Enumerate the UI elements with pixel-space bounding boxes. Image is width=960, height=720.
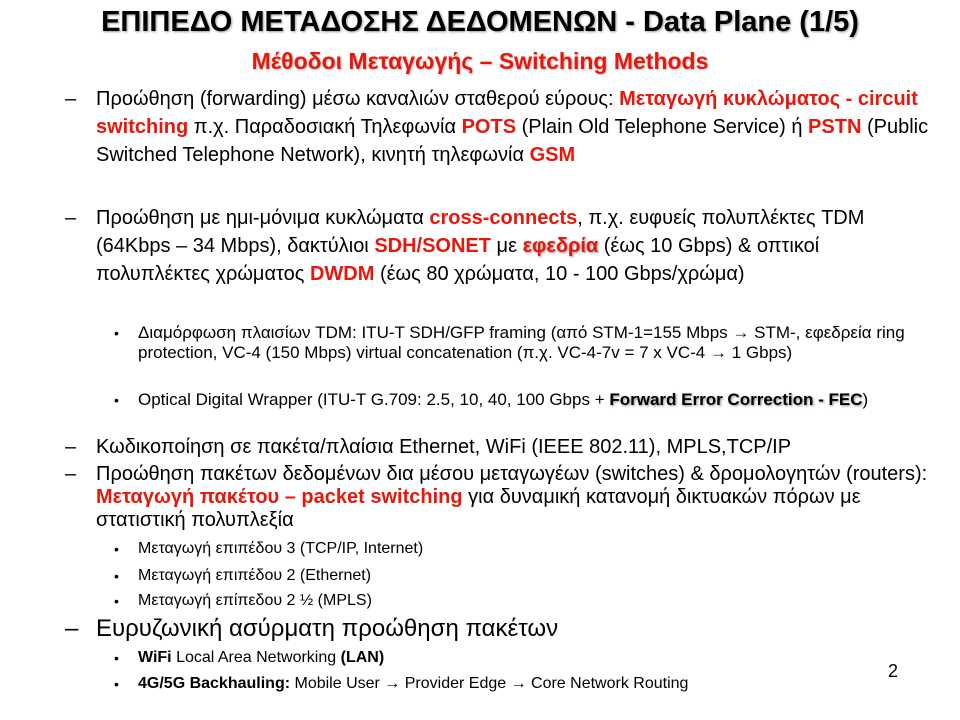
sub-bullet-backhauling: [114, 673, 938, 695]
sub-bullet-text: Optical Digital Wrapper (ITU-T G.709: 2.5, 10, 40, 100 Gbps +: [138, 390, 610, 409]
bullet-text: (Plain Old Telephone Service) ή: [516, 116, 809, 138]
bullet-text: Προώθηση (forwarding) μέσω καναλιών σταθερού εύρους:: [96, 88, 620, 110]
dash-marker: –: [65, 615, 79, 642]
sub-bullet-text: Mobile User: [290, 675, 385, 692]
slide-subtitle: Μέθοδοι Μεταγωγής – Switching Methods: [251, 48, 709, 74]
bullet-text: Ευρυζωνική ασύρματη προώθηση πακέτων: [96, 615, 559, 642]
bullet-encoding: [65, 436, 938, 459]
bullet-text: (έως 10 Gbps) & οπτικοί πολυπλέκτες χρώματος: [96, 235, 820, 285]
arrow-icon: →: [384, 675, 401, 692]
bullet-circuit-switching: [65, 85, 938, 169]
sub-bullet-text: Μεταγωγή επιπέδου 3 (TCP/IP, Internet): [138, 540, 424, 557]
bullet-text: (Public Switched Telephone Network), κινητή τηλεφωνία: [96, 116, 929, 166]
sub-bullet-layer3: [114, 538, 938, 560]
highlight-fec: Forward Error Correction - FEC: [609, 390, 863, 409]
highlight-protection: εφεδρία: [522, 235, 599, 257]
arrow-icon: →: [510, 675, 527, 692]
dash-marker: –: [65, 436, 77, 458]
sub-bullet-text: STM-, εφεδρεία ring protection, VC-4 (150 Mbps) virtual concatenation (π.χ. VC-4-7v = 7 x VC-4: [138, 323, 905, 362]
sub-bullet-tdm-framing: [114, 323, 938, 363]
sub-bullet-wifi: [114, 647, 938, 669]
sub-bullet-text: ): [862, 390, 869, 409]
page-number: 2: [888, 661, 899, 681]
dash-marker: –: [65, 463, 77, 485]
sub-bullet-text: Μεταγωγή επιπέδου 2 (Ethernet): [138, 567, 372, 584]
highlight-circuit-switching: Μεταγωγή κυκλώματος - circuit switching: [96, 88, 918, 138]
bullet-cross-connects: [65, 204, 938, 288]
arrow-icon: →: [732, 323, 750, 342]
sub-bullet-text: 1 Gbps): [726, 343, 793, 362]
dot-marker: •: [114, 593, 119, 609]
sub-bullet-text: Διαμόρφωση πλαισίων TDM: ITU-T SDH/GFP framing (από STM-1=155 Mbps: [138, 323, 733, 342]
bullet-text: Προώθηση πακέτων δεδομένων δια μέσου μεταγωγέων (switches) & δρομολογητών (routers):: [96, 463, 928, 485]
dot-marker: •: [114, 676, 119, 692]
sub-bullet-optical-wrapper: [114, 390, 938, 410]
bullet-text: για δυναμική κατανομή δικτυακών πόρων με στατιστική πολυπλεξία: [96, 486, 861, 531]
highlight-packet-switching: Μεταγωγή πακέτου – packet switching: [96, 486, 463, 508]
sub-bullet-text: Provider Edge: [400, 675, 511, 692]
sub-bullet-layer2-5: [114, 590, 938, 612]
highlight-pots: POTS: [461, 116, 517, 138]
dot-marker: •: [114, 325, 119, 341]
dash-marker: –: [65, 88, 77, 110]
label-lan: (LAN): [340, 649, 385, 666]
slide-title: ΕΠΙΠΕΔΟ ΜΕΤΑΔΟΣΗΣ ΔΕΔΟΜΕΝΩΝ - Data Plane (1/5): [101, 6, 859, 38]
bullet-wireless: [65, 614, 938, 644]
dot-marker: •: [114, 568, 119, 584]
bullet-text: Κωδικοποίηση σε πακέτα/πλαίσια Ethernet, WiFi (IEEE 802.11), MPLS,TCP/IP: [96, 436, 792, 458]
highlight-gsm: GSM: [529, 144, 576, 166]
arrow-icon: →: [709, 343, 727, 362]
highlight-dwdm: DWDM: [309, 263, 375, 285]
bullet-text: (έως 80 χρώματα, 10 - 100 Gbps/χρώμα): [374, 263, 745, 285]
bullet-packet-switching: [65, 463, 938, 532]
sub-bullet-text: Local Area Networking: [171, 649, 341, 666]
sub-bullet-layer2: [114, 565, 938, 587]
bullet-text: , π.χ. ευφυείς πολυπλέκτες TDM (64Kbps – 34 Mbps), δακτύλιοι: [96, 207, 865, 257]
bullet-text: με: [491, 235, 523, 257]
dot-marker: •: [114, 392, 119, 408]
dash-marker: –: [65, 207, 77, 229]
label-backhauling: 4G/5G Backhauling:: [138, 675, 291, 692]
sub-bullet-text: Μεταγωγή επίπεδου 2 ½ (MPLS): [138, 592, 372, 609]
bullet-text: Προώθηση με ημι-μόνιμα κυκλώματα: [96, 207, 430, 229]
highlight-sdh-sonet: SDH/SONET: [374, 235, 491, 257]
label-wifi: WiFi: [138, 649, 172, 666]
sub-bullet-text: Core Network Routing: [526, 675, 689, 692]
bullet-text: π.χ. Παραδοσιακή Τηλεφωνία: [188, 116, 462, 138]
dot-marker: •: [114, 650, 119, 666]
highlight-pstn: PSTN: [808, 116, 862, 138]
highlight-cross-connects: cross-connects: [429, 207, 578, 229]
dot-marker: •: [114, 541, 119, 557]
